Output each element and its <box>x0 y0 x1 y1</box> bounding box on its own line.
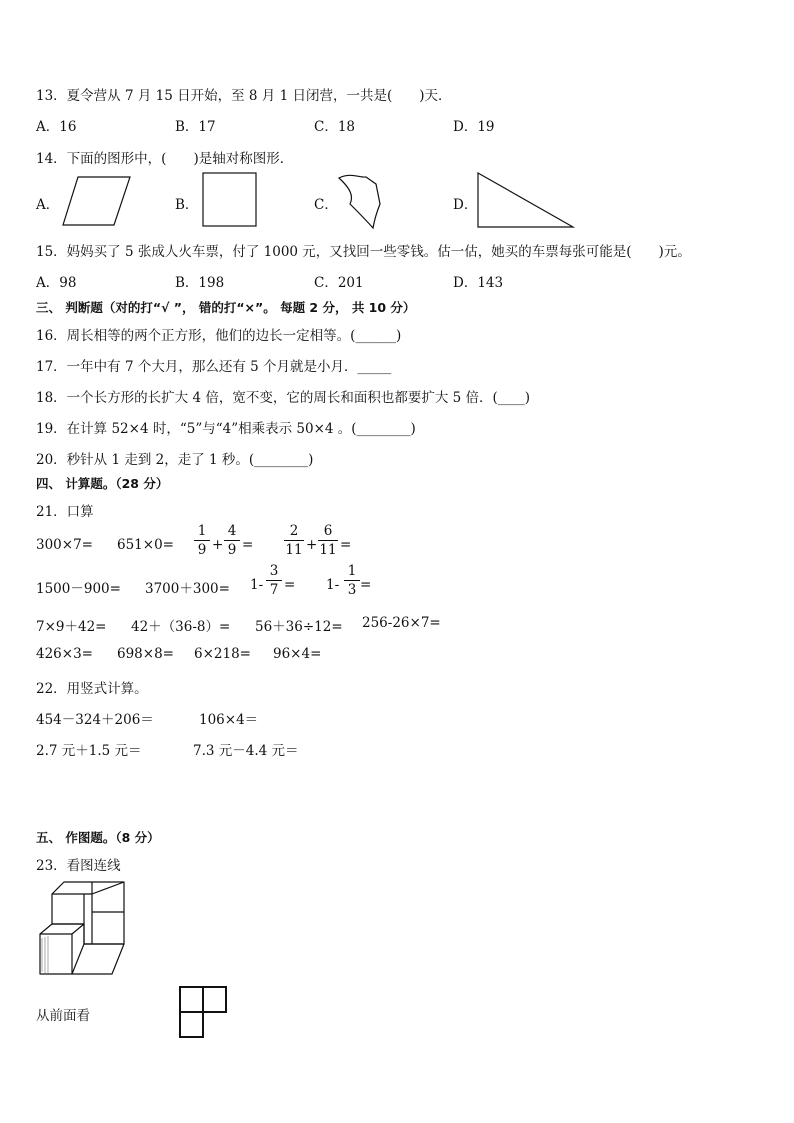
right-triangle-shape-icon <box>477 172 577 230</box>
q21-r3-c: 56＋36÷12= <box>255 619 343 635</box>
q21-r2-a: 1500－900= <box>36 581 121 597</box>
q21-r2-fraction-2: 1 3 <box>344 563 360 598</box>
q21-r3-d: 256-26×7= <box>362 615 441 631</box>
q15-option-c[interactable]: C．201 <box>314 275 364 291</box>
q22-r2-b: 7.3 元－4.4 元＝ <box>193 743 299 759</box>
q15-option-b[interactable]: B．198 <box>175 275 225 291</box>
q22-r2-a: 2.7 元＋1.5 元＝ <box>36 743 142 759</box>
q22-r1-a: 454－324＋206＝ <box>36 712 154 728</box>
q21-r1-a: 300×7= <box>36 537 93 553</box>
q21-r2-fraction-1: 3 7 <box>266 563 282 598</box>
q21-r1-fraction-2: 4 9 <box>224 523 240 558</box>
q13-option-d[interactable]: D．19 <box>453 119 495 135</box>
irregular-shape-icon <box>336 172 386 230</box>
parallelogram-shape-icon <box>62 176 132 226</box>
q21-r3-b: 42＋（36-8）= <box>131 619 231 635</box>
q14-option-a-label[interactable]: A． <box>36 197 60 213</box>
q13-option-c[interactable]: C．18 <box>314 119 356 135</box>
q21-r2-pre-1: 1- <box>250 577 264 593</box>
q21-r4-a: 426×3= <box>36 646 93 662</box>
q21-r1-equals-1: = <box>242 537 254 553</box>
q21-r1-b: 651×0= <box>117 537 174 553</box>
q21-r2-pre-2: 1- <box>326 577 340 593</box>
section-3-title: 三、 判断题（对的打“√ ”， 错的打“×”。 每题 2 分， 共 10 分） <box>36 300 416 315</box>
q15-option-d[interactable]: D．143 <box>453 275 504 291</box>
q21-r1-plus-2: + <box>306 537 318 553</box>
q21-r4-b: 698×8= <box>117 646 174 662</box>
q18-text: 18．一个长方形的长扩大 4 倍，宽不变，它的周长和面积也都要扩大 5 倍．(____) <box>36 390 531 406</box>
square-shape-icon <box>202 172 258 228</box>
q21-r1-fraction-1: 1 9 <box>194 523 210 558</box>
front-view-grid-icon <box>178 985 230 1041</box>
q21-r2-equals-2: = <box>360 577 372 593</box>
q21-r1-fraction-4: 6 11 <box>319 523 337 558</box>
q14-stem: 14．下面的图形中，( )是轴对称图形． <box>36 151 294 167</box>
q21-r4-c: 6×218= <box>194 646 251 662</box>
q15-stem: 15．妈妈买了 5 张成人火车票，付了 1000 元，又找回一些零钱。估一估，她买的车票每张可能是( )元。 <box>36 244 691 260</box>
q15-option-a[interactable]: A．98 <box>36 275 77 291</box>
q21-r2-b: 3700＋300= <box>145 581 230 597</box>
q22-r1-b: 106×4＝ <box>199 712 259 728</box>
q21-r1-equals-2: = <box>340 537 352 553</box>
section-5-title: 五、 作图题。（8 分） <box>36 830 160 845</box>
q13-stem: 13．夏令营从 7 月 15 日开始，至 8 月 1 日闭营，一共是( )天． <box>36 88 452 104</box>
section-4-title: 四、 计算题。（28 分） <box>36 476 169 491</box>
cube-stack-figure-icon <box>38 880 130 978</box>
q16-text: 16．周长相等的两个正方形，他们的边长一定相等。(______) <box>36 328 402 344</box>
q22-title: 22．用竖式计算。 <box>36 681 148 697</box>
q19-text: 19．在计算 52×4 时，“5”与“4”相乘表示 50×4 。(________) <box>36 421 416 437</box>
q23-caption: 从前面看 <box>36 1008 90 1024</box>
q13-option-a[interactable]: A．16 <box>36 119 77 135</box>
q21-r1-fraction-3: 2 11 <box>285 523 303 558</box>
q14-option-d-label[interactable]: D． <box>453 197 478 213</box>
q21-r1-plus-1: + <box>212 537 224 553</box>
q21-r3-a: 7×9＋42= <box>36 619 107 635</box>
q21-r4-d: 96×4= <box>273 646 322 662</box>
q21-title: 21．口算 <box>36 504 94 520</box>
q20-text: 20．秒针从 1 走到 2，走了 1 秒。(________) <box>36 452 314 468</box>
q14-option-b-label[interactable]: B． <box>175 197 199 213</box>
q17-text: 17．一年中有 7 个大月，那么还有 5 个月就是小月．_____ <box>36 359 392 375</box>
q21-r2-equals-1: = <box>284 577 296 593</box>
q13-option-b[interactable]: B．17 <box>175 119 216 135</box>
q14-option-c-label[interactable]: C． <box>314 197 338 213</box>
q23-title: 23．看图连线 <box>36 858 121 874</box>
